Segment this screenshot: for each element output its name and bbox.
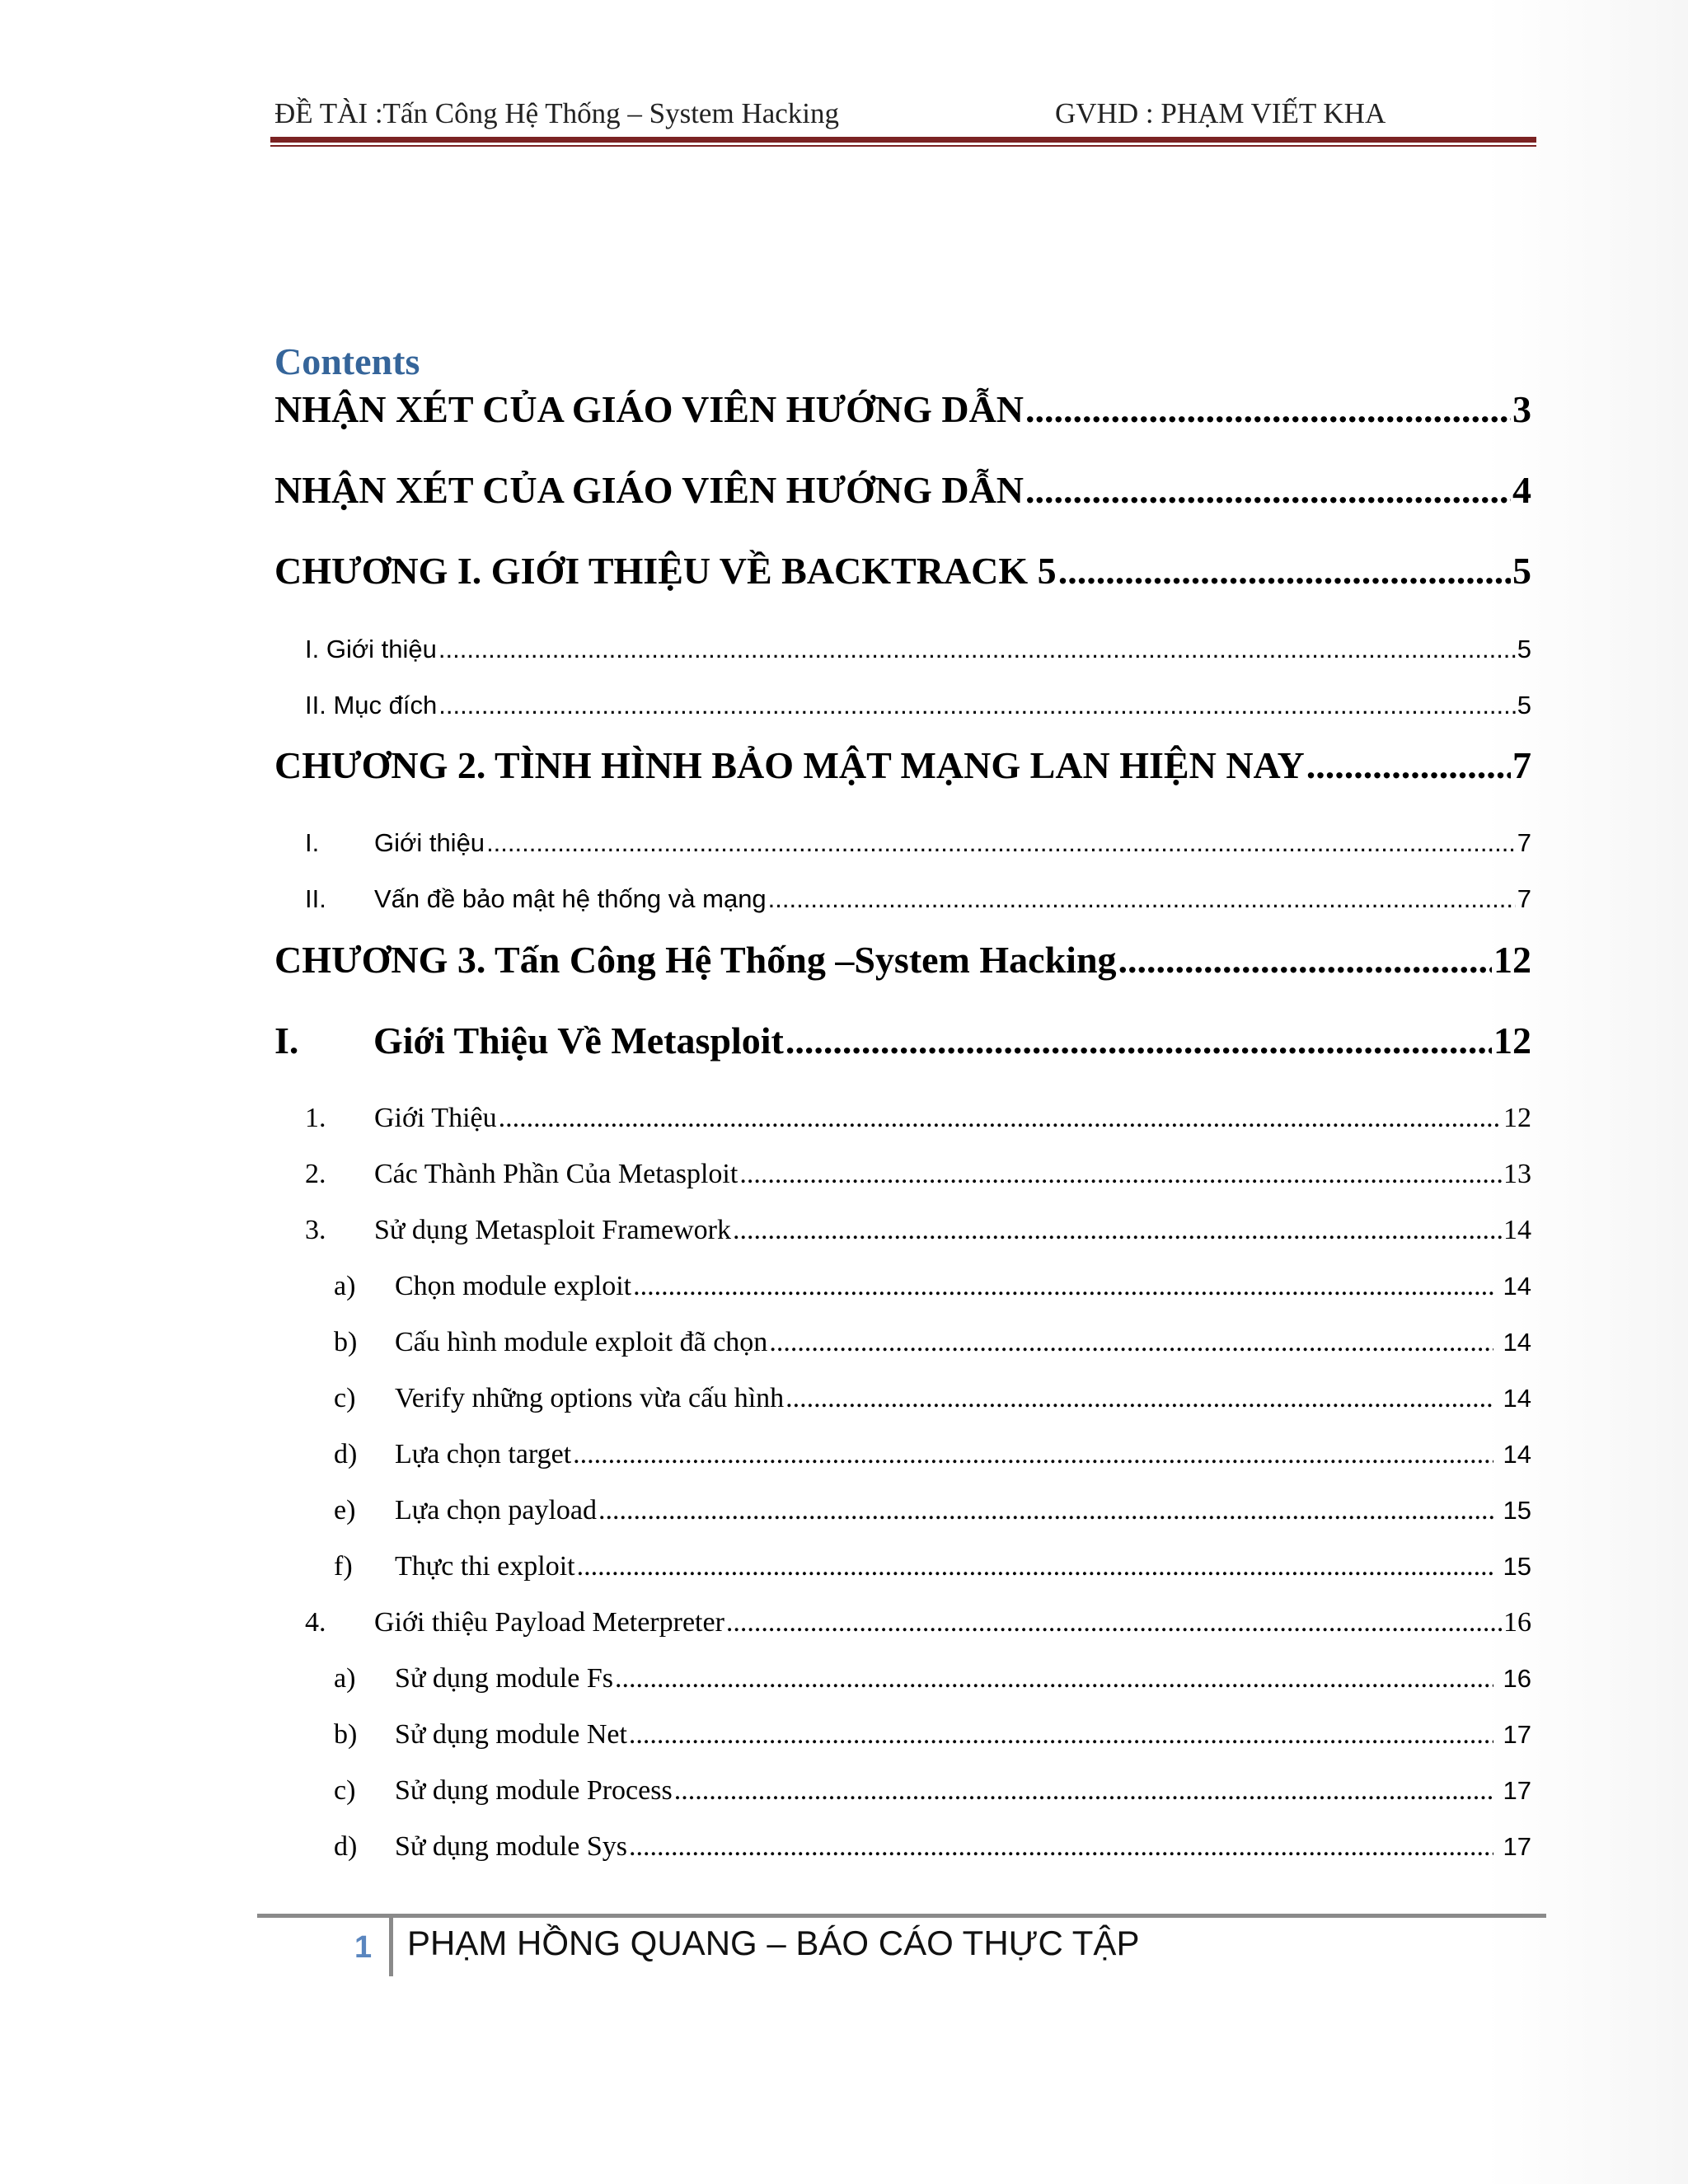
toc-entry-title: Các Thành Phần Của Metasploit [374, 1159, 738, 1189]
toc-entry-page: 17 [1503, 1832, 1531, 1861]
toc-entry-page: 12 [1493, 939, 1531, 981]
toc-entry[interactable] [274, 468, 1531, 512]
toc-entry[interactable] [305, 635, 1531, 664]
toc-entry[interactable] [334, 1663, 1531, 1694]
toc-leader-dots [438, 635, 1516, 664]
toc-leader-dots [615, 1663, 1493, 1694]
toc-entry-number: 3. [305, 1215, 326, 1245]
toc-entry-number: d) [334, 1439, 358, 1469]
toc-entry-page: 12 [1503, 1103, 1531, 1133]
toc-entry[interactable] [305, 1607, 1531, 1638]
toc-entry-number: c) [334, 1383, 356, 1413]
toc-leader-dots [573, 1439, 1493, 1470]
toc-entry[interactable] [334, 1551, 1531, 1582]
toc-entry-page: 5 [1517, 691, 1531, 719]
toc-entry-page: 16 [1503, 1664, 1531, 1693]
toc-leader-dots [577, 1551, 1493, 1582]
toc-entry-page: 15 [1503, 1496, 1531, 1525]
toc-entry-title: Giới Thiệu [374, 1103, 497, 1133]
toc-entry-number: f) [334, 1551, 353, 1582]
toc-entry-title: Verify những options vừa cấu hình [395, 1383, 785, 1413]
toc-entry-page: 7 [1517, 884, 1531, 913]
toc-entry[interactable] [334, 1383, 1531, 1414]
toc-entry[interactable] [305, 691, 1531, 720]
header-rule-thin [270, 145, 1536, 147]
toc-entry[interactable] [274, 549, 1531, 593]
toc-entry-number: d) [334, 1831, 358, 1862]
toc-leader-dots [499, 1103, 1502, 1134]
toc-entry-page: 3 [1512, 388, 1531, 430]
toc-entry-title: Sử dụng module Net [395, 1719, 627, 1750]
toc-entry-page: 5 [1512, 550, 1531, 592]
toc-entry-number: e) [334, 1495, 356, 1526]
toc-entry[interactable] [274, 743, 1531, 787]
toc-entry-page: 7 [1517, 828, 1531, 857]
toc-entry-page: 15 [1503, 1552, 1531, 1581]
toc-entry[interactable] [305, 1215, 1531, 1246]
toc-entry[interactable] [334, 1831, 1531, 1863]
toc-entry-title: Sử dụng module Fs [395, 1663, 613, 1694]
toc-entry-title: CHƯƠNG I. GIỚI THIỆU VỀ BACKTRACK 5 [274, 550, 1057, 592]
header-topic: ĐỀ TÀI :Tấn Công Hệ Thống – System Hacking [274, 97, 840, 129]
toc-entry-number: b) [334, 1327, 358, 1357]
toc-entry-title: Sử dụng module Sys [395, 1831, 627, 1862]
toc-leader-dots [629, 1719, 1493, 1750]
toc-entry[interactable] [274, 938, 1531, 982]
toc-entry-number: I. [305, 828, 320, 857]
toc-leader-dots [785, 1383, 1493, 1414]
footer-author-title: PHẠM HỒNG QUANG – BÁO CÁO THỰC TẬP [407, 1924, 1140, 1962]
toc-entry[interactable] [334, 1271, 1531, 1302]
toc-entry[interactable] [274, 1019, 1531, 1062]
toc-entry-number: a) [334, 1271, 356, 1301]
toc-entry-title: Cấu hình module exploit đã chọn [395, 1327, 768, 1357]
header-rule [270, 137, 1536, 143]
toc-leader-dots [1025, 387, 1511, 431]
toc-entry-page: 14 [1503, 1440, 1531, 1469]
toc-entry-title: Lựa chọn payload [395, 1495, 598, 1526]
toc-entry-page: 17 [1503, 1720, 1531, 1749]
toc-entry-number: 2. [305, 1159, 326, 1189]
toc-entry-page: 14 [1503, 1272, 1531, 1301]
toc-entry-number: b) [334, 1719, 358, 1750]
toc-entry-page: 4 [1512, 469, 1531, 511]
toc-entry[interactable] [305, 1103, 1531, 1134]
toc-leader-dots [1058, 549, 1511, 593]
toc-entry-title: Giới thiệu Payload Meterpreter [374, 1607, 724, 1638]
toc-entry[interactable] [305, 884, 1531, 914]
toc-entry-page: 12 [1493, 1019, 1531, 1062]
toc-entry[interactable] [305, 1159, 1531, 1190]
footer-divider [389, 1917, 393, 1976]
footer-page-number: 1 [354, 1930, 373, 1965]
toc-entry-title: II. Mục đích [305, 691, 438, 719]
toc-entry-page: 17 [1503, 1776, 1531, 1805]
toc-entry-number: 1. [305, 1103, 326, 1133]
toc-entry-number: II. [305, 884, 326, 913]
toc-entry[interactable] [274, 387, 1531, 431]
toc-entry-title: Sử dụng module Process [395, 1775, 673, 1806]
toc-entry-number: c) [334, 1775, 356, 1806]
toc-entry-number: 4. [305, 1607, 326, 1638]
toc-leader-dots [769, 1327, 1493, 1358]
toc-entry-title: Sử dụng Metasploit Framework [374, 1215, 732, 1245]
toc-entry-page: 5 [1517, 635, 1531, 663]
toc-leader-dots [768, 884, 1516, 914]
toc-entry-title: Giới Thiệu Về Metasploit [373, 1019, 784, 1062]
toc-leader-dots [598, 1495, 1493, 1526]
toc-entry-title: Chọn module exploit [395, 1271, 632, 1301]
toc-entry-number: I. [274, 1019, 299, 1062]
toc-leader-dots [629, 1831, 1493, 1863]
toc-leader-dots [726, 1607, 1502, 1638]
toc-leader-dots [1306, 743, 1511, 787]
toc-entry[interactable] [334, 1495, 1531, 1526]
toc-entry-title: Thực thi exploit [395, 1551, 575, 1582]
toc-entry-title: NHẬN XÉT CỦA GIÁO VIÊN HƯỚNG DẪN [274, 469, 1025, 511]
toc-entry[interactable] [334, 1719, 1531, 1750]
toc-entry-title: Lựa chọn target [395, 1439, 572, 1469]
toc-entry[interactable] [305, 828, 1531, 858]
toc-entry-title: Vấn đề bảo mật hệ thống và mạng [374, 884, 767, 913]
toc-leader-dots [785, 1019, 1492, 1062]
toc-leader-dots [633, 1271, 1493, 1302]
toc-entry-page: 14 [1503, 1384, 1531, 1413]
header-advisor: GVHD : PHẠM VIẾT KHA [1055, 97, 1386, 129]
toc-entry-page: 14 [1503, 1215, 1531, 1245]
toc-entry-title: NHẬN XÉT CỦA GIÁO VIÊN HƯỚNG DẪN [274, 388, 1025, 430]
contents-heading: Contents [274, 340, 420, 382]
toc-leader-dots [438, 691, 1516, 720]
toc-entry[interactable] [334, 1775, 1531, 1807]
toc-leader-dots [1025, 468, 1511, 512]
toc-entry-title: CHƯƠNG 2. TÌNH HÌNH BẢO MẬT MẠNG LAN HIỆN NAY [274, 744, 1305, 786]
toc-entry-page: 16 [1503, 1607, 1531, 1638]
toc-leader-dots [674, 1775, 1493, 1807]
toc-entry-title: Giới thiệu [374, 828, 485, 857]
toc-entry[interactable] [334, 1327, 1531, 1358]
toc-entry-page: 14 [1503, 1328, 1531, 1357]
toc-leader-dots [739, 1159, 1502, 1190]
toc-leader-dots [486, 828, 1516, 858]
toc-leader-dots [1118, 938, 1492, 982]
footer-rule [257, 1914, 1546, 1918]
toc-entry[interactable] [334, 1439, 1531, 1470]
toc-entry-number: a) [334, 1663, 356, 1694]
toc-leader-dots [733, 1215, 1502, 1246]
toc-entry-page: 7 [1512, 744, 1531, 786]
toc-entry-title: I. Giới thiệu [305, 635, 437, 663]
toc-entry-title: CHƯƠNG 3. Tấn Công Hệ Thống –System Hacking [274, 939, 1117, 981]
toc-entry-page: 13 [1503, 1159, 1531, 1189]
